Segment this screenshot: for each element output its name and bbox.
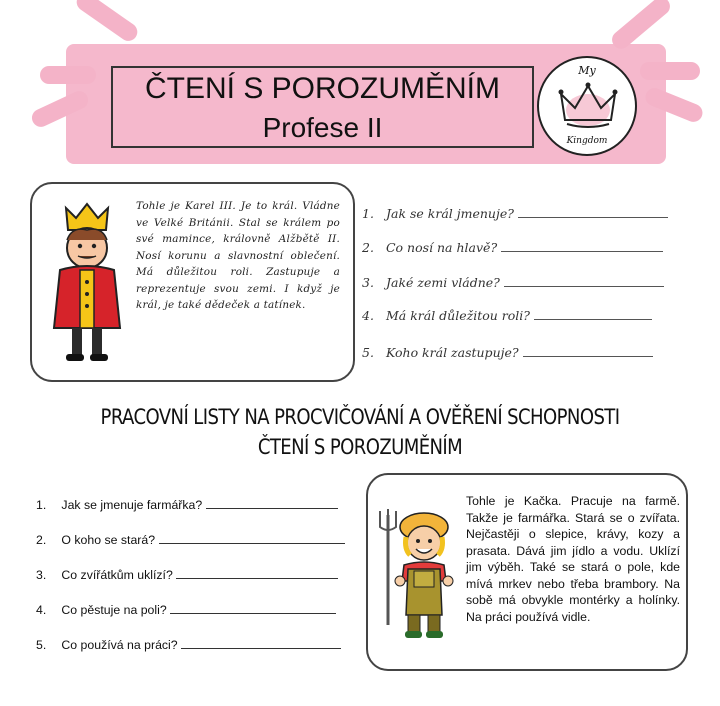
answer-line[interactable]: [504, 274, 664, 287]
answer-line[interactable]: [159, 531, 345, 544]
question-number: 5.: [362, 345, 374, 360]
answer-line[interactable]: [206, 496, 338, 509]
king-icon: [42, 200, 132, 370]
farmer-question: [36, 566, 338, 582]
page-title: ČTENÍ S POROZUMĚNÍM: [144, 72, 500, 105]
question-number: 3.: [36, 568, 47, 582]
farmer-story-text: Tohle je Kačka. Pracuje na farmě. Takže je farmářka. Stará se o zvířata. Nejčastěji o slepice, krávy, kozy a prasata. Dává jim jídlo a vodu. Uklízí jim výběh. Také se stará o pole, kde mívá mrkev nebo třeba brambory. Na sobě má obvykle montérky a holínky. Na práci používá vidle.: [466, 494, 680, 624]
question-text: Co pěstuje na poli?: [61, 603, 167, 617]
ribbon-decoration: [73, 0, 141, 44]
question-number: 2.: [362, 240, 374, 255]
question-number: 4.: [36, 603, 47, 617]
ribbon-decoration: [640, 62, 700, 80]
answer-line[interactable]: [170, 601, 336, 614]
answer-line[interactable]: [176, 566, 338, 579]
question-text: Jaké zemi vládne?: [385, 275, 500, 290]
question-number: 3.: [362, 275, 374, 290]
crown-icon: [557, 80, 619, 132]
answer-line[interactable]: [523, 344, 653, 357]
question-number: 1.: [36, 498, 47, 512]
king-question: [362, 239, 663, 255]
question-text: Má král důležitou roli?: [385, 308, 530, 323]
king-question: [362, 344, 653, 360]
farmer-question: [36, 601, 336, 617]
farmer-question: [36, 531, 345, 547]
logo-top-text: My: [578, 64, 596, 77]
answer-line[interactable]: [534, 307, 652, 320]
answer-line[interactable]: [181, 636, 341, 649]
king-story-card: [30, 182, 355, 382]
question-text: Jak se král jmenuje?: [385, 206, 514, 221]
title-box: [111, 66, 534, 148]
king-question: [362, 205, 668, 221]
page-subtitle: Profese II: [262, 112, 383, 143]
king-question: [362, 274, 664, 290]
farmer-question: [36, 636, 341, 652]
question-text: Co nosí na hlavě?: [385, 240, 498, 255]
answer-line[interactable]: [518, 205, 668, 218]
king-story-text: Tohle je Karel III. Je to král. Vládne ve Velké Británii. Stal se králem po své mamince, královně Alžbětě II. Nosí korunu a slavnostní oblečení. Má důležitou roli. Zastupuje a reprezentuje svou zemi. I když je král, je také dědeček a tatínek.: [136, 200, 340, 311]
question-text: Koho král zastupuje?: [385, 345, 519, 360]
my-kingdom-logo: [537, 56, 637, 156]
question-text: Jak se jmenuje farmářka?: [61, 498, 203, 512]
section-title: PRACOVNÍ LISTY NA PROCVIČOVÁNÍ A OVĚŘENÍ SCHOPNOSTI ČTENÍ S POROZUMĚNÍM: [100, 405, 620, 459]
question-number: 1.: [362, 206, 374, 221]
question-text: O koho se stará?: [61, 533, 156, 547]
question-number: 4.: [362, 308, 374, 323]
question-number: 5.: [36, 638, 47, 652]
farmer-story-card: [366, 473, 688, 671]
question-text: Co zvířátkům uklízí?: [61, 568, 173, 582]
farmer-question: [36, 496, 338, 512]
king-question: [362, 307, 652, 323]
answer-line[interactable]: [501, 239, 663, 252]
farmer-icon: [376, 505, 462, 645]
question-number: 2.: [36, 533, 47, 547]
ribbon-decoration: [40, 66, 96, 84]
logo-bottom-text: Kingdom: [566, 136, 608, 146]
question-text: Co používá na práci?: [61, 638, 178, 652]
